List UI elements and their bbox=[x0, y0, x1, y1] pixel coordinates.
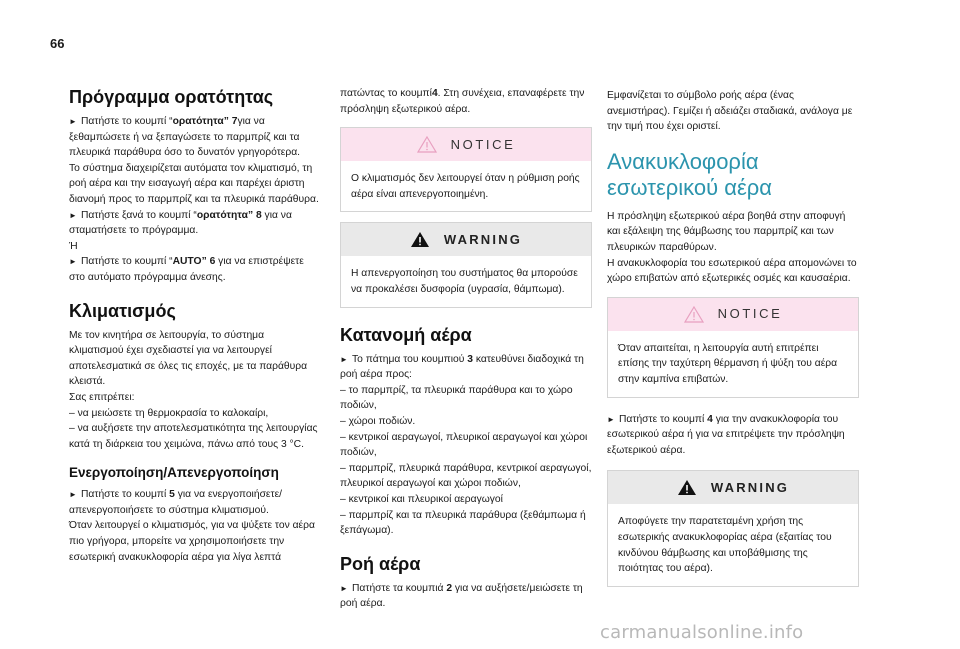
list-item: – παρμπρίζ, πλευρικά παράθυρα, κεντρικοί αεραγωγοί, πλευρικοί αεραγωγοί και χώροι ποδιών, bbox=[340, 462, 592, 490]
paragraph: Όταν λειτουργεί ο κλιματισμός, για να ψύξετε τον αέρα πιο γρήγορα, μπορείτε να χρησιμοποιήσετε την εσωτερική ανακυκλοφορία αέρα για λίγα λεπτά bbox=[69, 520, 315, 563]
page-number: 66 bbox=[50, 36, 65, 51]
warning-title: WARNING bbox=[443, 232, 523, 248]
paragraph: Εμφανίζεται το σύμβολο ροής αέρα (ένας ανεμιστήρας). Γεμίζει ή αδειάζει σταδιακά, ανάλογα με την τιμή που έχει οριστεί. bbox=[607, 90, 853, 133]
bullet-arrow-icon: ► bbox=[69, 490, 77, 500]
column-3 bbox=[607, 88, 859, 597]
paragraph: Σας επιτρέπει: bbox=[69, 391, 135, 403]
notice-title: NOTICE bbox=[717, 306, 783, 322]
paragraph: ► Το πάτημα του κουμπιού 3 κατευθύνει διαδοχικά τη ροή αέρα προς: bbox=[340, 353, 584, 381]
list-item: – κεντρικοί αεραγωγοί, πλευρικοί αεραγωγοί και χώροι ποδιών, bbox=[340, 431, 588, 459]
bullet-arrow-icon: ► bbox=[340, 583, 348, 593]
paragraph: Το σύστημα διαχειρίζεται αυτόματα τον κλιματισμό, τη ροή αέρα και την εισαγωγή αέρα και παρέχει άριστη διανομή προς το παρμπρίζ και τα πλευρικά παράθυρα. bbox=[69, 162, 319, 205]
list-item: – κεντρικοί και πλευρικοί αεραγωγοί bbox=[340, 493, 503, 505]
watermark: carmanualsonline.info bbox=[600, 622, 804, 643]
section-title-air-distribution: Κατανομή αέρα bbox=[340, 324, 472, 345]
notice-header bbox=[341, 128, 591, 161]
bullet-arrow-icon: ► bbox=[607, 414, 615, 424]
list-item: – χώροι ποδιών. bbox=[340, 415, 416, 427]
list-item: – το παρμπρίζ, τα πλευρικά παράθυρα και το χώρο ποδιών, bbox=[340, 384, 573, 412]
list-item: – να μειώσετε τη θερμοκρασία το καλοκαίρι, bbox=[69, 407, 269, 419]
list-item: – να αυξήσετε την αποτελεσματικότητα της λειτουργίας κατά τη διάρκεια του χειμώνα, πάνω από τους 3 °C. bbox=[69, 423, 318, 450]
notice-triangle-icon bbox=[684, 306, 704, 323]
paragraph: Η ανακυκλοφορία του εσωτερικού αέρα απομονώνει το χώρο επιβατών από εξωτερικές οσμές και καυσαέρια. bbox=[607, 257, 857, 285]
column-1 bbox=[69, 86, 321, 565]
paragraph: Με τον κινητήρα σε λειτουργία, το σύστημα κλιματισμού έχει σχεδιαστεί για να λειτουργεί αποτελεσματικά σε όλες τις εποχές, με τα παράθυρα κλειστά. bbox=[69, 329, 308, 388]
section-title-recirculation: Ανακυκλοφορία εσωτερικού αέρα bbox=[607, 148, 773, 200]
paragraph: Η πρόσληψη εξωτερικού αέρα βοηθά στην αποφυγή και εξάλειψη της θάμβωσης του παρμπρίζ και των πλευρικών παραθύρων. bbox=[607, 210, 846, 253]
bullet-arrow-icon: ► bbox=[69, 117, 77, 126]
bullet-arrow-icon: ► bbox=[69, 210, 77, 220]
warning-header bbox=[608, 471, 858, 504]
subsection-title-on-off: Ενεργοποίηση/Απενεργοποίηση bbox=[69, 465, 279, 481]
paragraph-or: Ή bbox=[69, 240, 78, 252]
notice-title: NOTICE bbox=[450, 136, 516, 152]
section-title-visibility-program: Πρόγραμμα ορατότητας bbox=[69, 87, 274, 107]
bullet-arrow-icon: ► bbox=[340, 354, 348, 364]
warning-title: WARNING bbox=[710, 480, 790, 496]
notice-text: Όταν απαιτείται, η λειτουργία αυτή επιτρέπει επίσης την ταχύτερη θέρμανση ή ψύξη του αέρα στην καμπίνα επιβατών. bbox=[618, 342, 838, 385]
notice-box bbox=[340, 127, 592, 212]
paragraph: ► Πατήστε τα κουμπιά 2 για να αυξήσετε/μειώσετε τη ροή αέρα. bbox=[340, 582, 583, 610]
paragraph: ► Πατήστε το κουμπί “ορατότητα” 7για να ξεθαμπώσετε ή να ξεπαγώσετε το παρμπρίζ και τα πλευρικά παράθυρα όσο το δυνατόν γρηγορότερα. bbox=[69, 116, 301, 159]
warning-box bbox=[607, 470, 859, 586]
list-item: – παρμπρίζ και τα πλευρικά παράθυρα (ξεθάμπωμα ή ξεπάγωμα). bbox=[340, 509, 586, 537]
warning-triangle-icon bbox=[677, 479, 697, 496]
section-title-air-flow: Ροή αέρα bbox=[340, 553, 421, 574]
bullet-arrow-icon: ► bbox=[69, 257, 77, 267]
section-title-air-conditioning: Κλιματισμός bbox=[69, 300, 176, 321]
paragraph: πατώντας το κουμπί4. Στη συνέχεια, επαναφέρετε την πρόσληψη εξωτερικού αέρα. bbox=[340, 88, 585, 115]
paragraph: ► Πατήστε ξανά το κουμπί “ορατότητα” 8 για να σταματήσετε το πρόγραμμα. bbox=[69, 209, 292, 237]
paragraph: ► Πατήστε το κουμπί “AUTO” 6 για να επιστρέψετε στο αυτόματο πρόγραμμα άνεσης. bbox=[69, 256, 304, 283]
paragraph: ► Πατήστε το κουμπί 5 για να ενεργοποιήσετε/απενεργοποιήσετε το σύστημα κλιματισμού. bbox=[69, 489, 283, 516]
notice-triangle-icon bbox=[417, 136, 437, 153]
warning-text: Η απενεργοποίηση του συστήματος θα μπορούσε να προκαλέσει δυσφορία (υγρασία, θάμπωμα). bbox=[351, 268, 578, 295]
notice-box bbox=[607, 297, 859, 398]
notice-header bbox=[608, 298, 858, 331]
warning-triangle-icon bbox=[410, 231, 430, 248]
warning-text: Αποφύγετε την παρατεταμένη χρήση της εσωτερικής ανακυκλοφορίας αέρα (εξαιτίας του κινδύνου θάμβωσης και υποβάθμισης της ποιότητας του αέρα). bbox=[618, 516, 832, 575]
warning-box bbox=[340, 222, 592, 307]
paragraph: ► Πατήστε το κουμπί 4 για την ανακυκλοφορία του εσωτερικού αέρα ή για να επιτρέψετε την πρόσληψη εξωτερικού αέρα. bbox=[607, 413, 845, 456]
warning-header bbox=[341, 223, 591, 256]
column-2 bbox=[340, 86, 592, 612]
notice-text: Ο κλιματισμός δεν λειτουργεί όταν η ρύθμιση ροής αέρα είναι απενεργοποιημένη. bbox=[351, 173, 580, 200]
